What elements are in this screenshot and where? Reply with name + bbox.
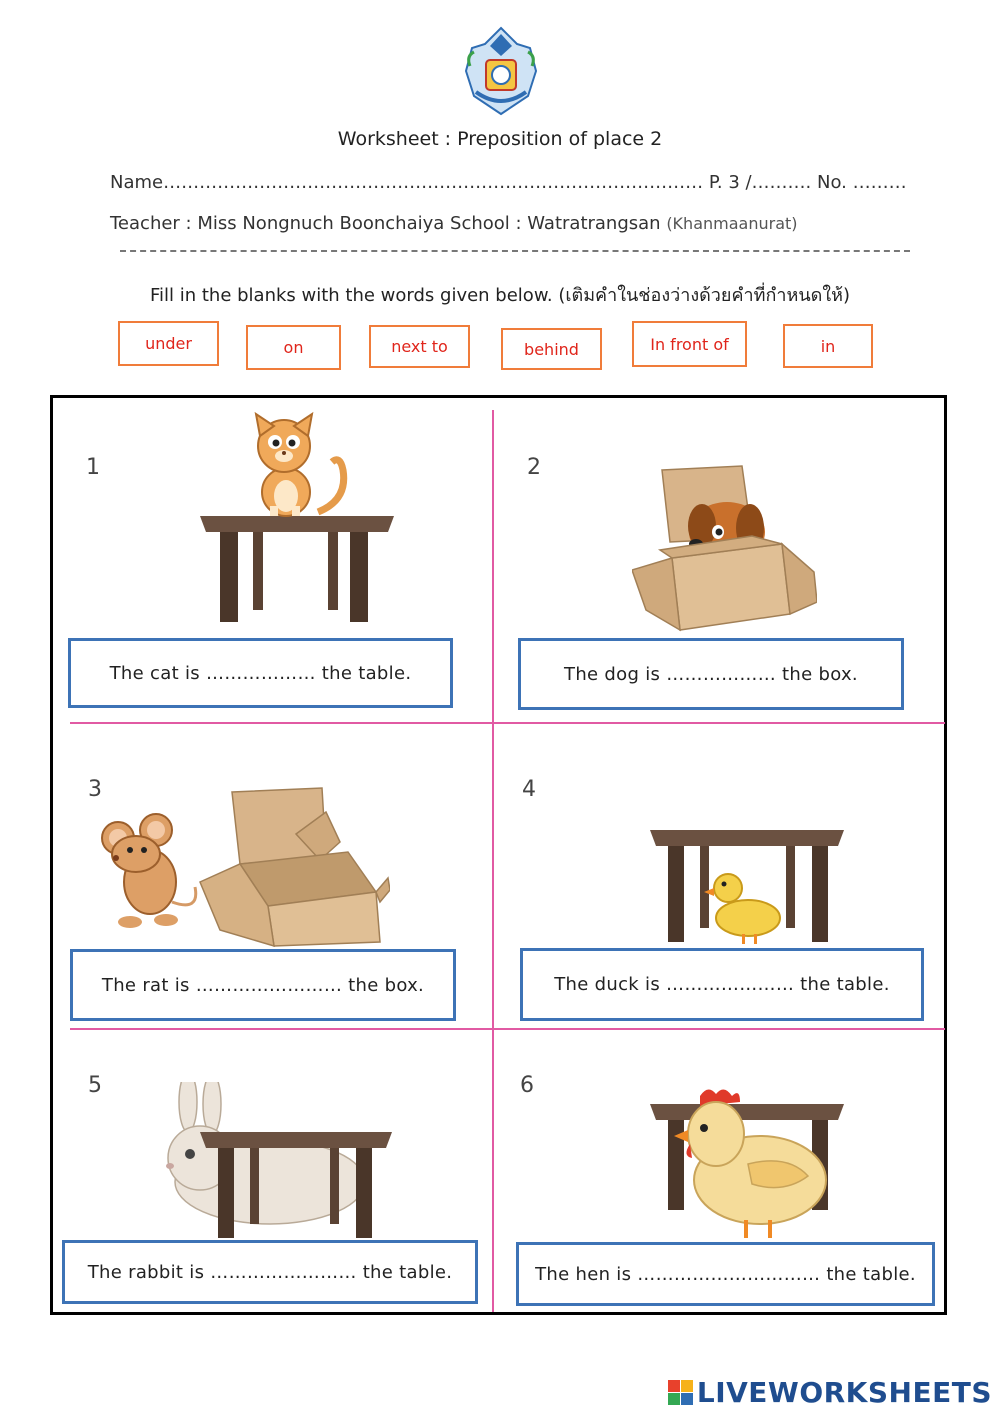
liveworksheets-logo-icon [668,1380,693,1405]
word-on[interactable]: on [246,325,341,370]
instructions: Fill in the blanks with the words given below. (เติมคำในช่องว่างด้วยคำที่กำหนดให้) [149,285,851,306]
exercise-number: 1 [86,455,100,480]
exercise-number: 2 [527,455,541,480]
teacher-text: Teacher : Miss Nongnuch Boonchaiya School : Watratrangsan [110,213,667,234]
brand-text: LIVEWORKSHEETS [696,1376,992,1409]
grid-vertical-divider [492,410,494,1312]
word-behind[interactable]: behind [501,328,602,370]
sentence-box[interactable]: The cat is ……………… the table. [68,638,453,708]
word-in[interactable]: in [783,324,873,368]
hen-in-front-of-table-illustration [648,1084,848,1244]
dashed-divider [120,250,910,252]
liveworksheets-brand [668,1376,992,1409]
school-logo-icon [462,26,540,118]
word-under[interactable]: under [118,321,219,366]
rat-icon [102,814,196,928]
rat-next-to-box-illustration [100,782,390,947]
name-line: Name……………………………………………………………………………… P. 3 /………. No. ……… [110,172,907,193]
exercise-number: 3 [88,777,102,802]
cat-on-table-illustration [198,410,398,625]
grid-row-divider-1 [70,722,945,724]
page-title: Worksheet : Preposition of place 2 [337,128,663,150]
teacher-paren: (Khanmaanurat) [666,214,798,233]
teacher-line [110,213,798,234]
sentence-box[interactable]: The duck is ………………… the table. [520,948,924,1021]
sentence-box[interactable]: The dog is ……………… the box. [518,638,904,710]
dog-in-box-illustration [632,462,817,634]
duck-under-table-illustration [648,826,848,946]
exercise-number: 4 [522,777,536,802]
sentence-box[interactable]: The rat is …………………… the box. [70,949,456,1021]
exercise-number: 5 [88,1073,102,1098]
box-icon [200,788,390,946]
table-icon [200,516,394,622]
word-next-to[interactable]: next to [369,325,470,368]
sentence-box[interactable]: The rabbit is …………………… the table. [62,1240,478,1304]
duck-icon [704,874,780,944]
grid-row-divider-2 [70,1028,945,1030]
word-in-front-of[interactable]: In front of [632,321,747,367]
sentence-box[interactable]: The hen is ………………………… the table. [516,1242,935,1306]
box-icon [632,466,817,630]
cat-icon [256,414,344,516]
rabbit-behind-table-illustration [150,1082,395,1242]
exercise-number: 6 [520,1073,534,1098]
